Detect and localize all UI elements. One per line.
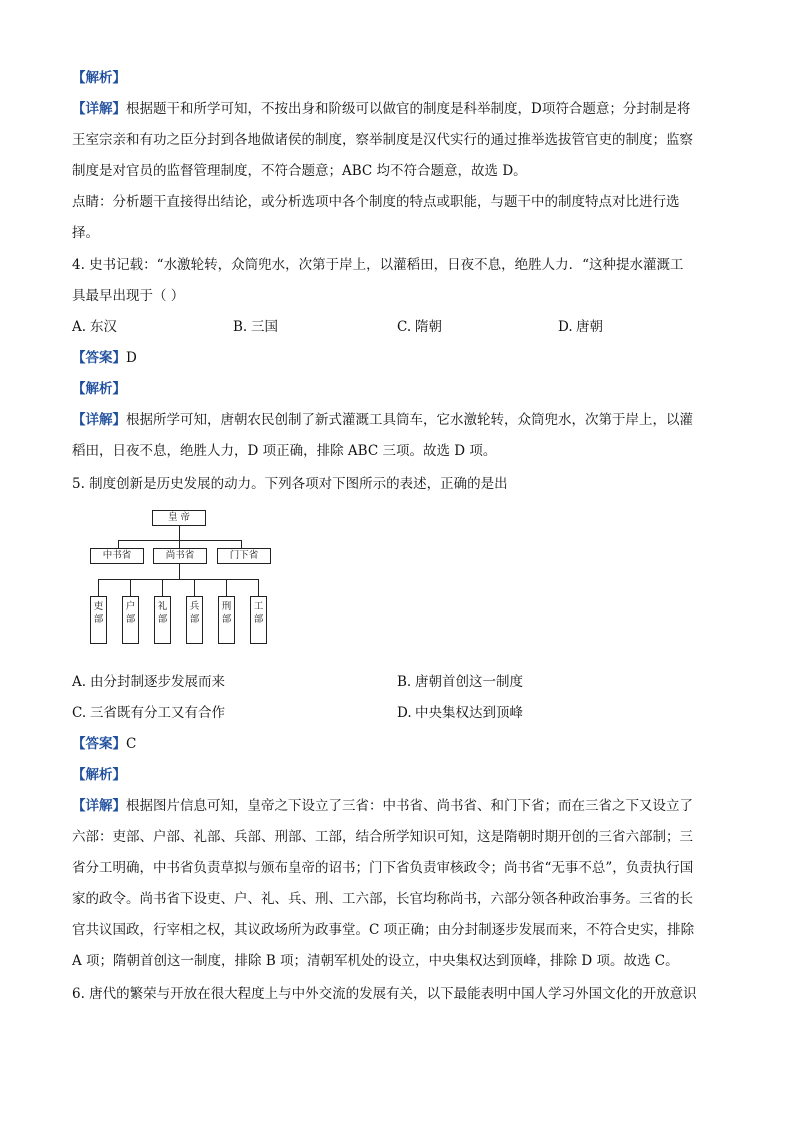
- connector-line: [226, 579, 227, 596]
- zhongshu-box: 中书省: [90, 548, 144, 564]
- answer-tag: 【答案】: [72, 736, 126, 752]
- connector-line: [118, 540, 119, 548]
- q5-detail-line: 官共议国政，行宰相之权，其议政场所为政事堂。C 项正确；由分封制逐步发展而来，不符合史实，排除: [72, 922, 695, 938]
- tip-line: 点睛：分析题干直接得出结论，或分析选项中各个制度的特点或职能，与题干中的制度特点对比进行选: [72, 194, 680, 210]
- q5-option-c: C. 三省既有分工又有合作: [72, 705, 225, 721]
- q5-detail-line: A 项；隋朝首创这一制度，排除 B 项；清朝军机处的设立，中央集权达到顶峰，排除 D 项。故选 C。: [72, 953, 679, 969]
- q4-detail-line: 【详解】根据所学可知，唐朝农民创制了新式灌溉工具筒车，它水激轮转，众筒兜水，次第于岸上，以灌: [72, 412, 693, 428]
- three-departments-six-ministries-diagram: [88, 506, 278, 646]
- q5-option-d: D. 中央集权达到顶峰: [397, 705, 523, 721]
- q5-option-b: B. 唐朝首创这一制度: [397, 674, 523, 690]
- connector-line: [98, 579, 99, 596]
- connector-line: [194, 579, 195, 596]
- connector-line: [130, 579, 131, 596]
- connector-line: [179, 564, 180, 579]
- li-bu-personnel-box: 吏 部: [90, 596, 107, 644]
- q5-detail-line: 家的政令。尚书省下设吏、户、礼、兵、刑、工六部，长官均称尚书，六部分领各种政治事务。三省的长: [72, 891, 693, 907]
- q4-detail-line: 稻田，日夜不息，绝胜人力，D 项正确，排除 ABC 三项。故选 D 项。: [72, 443, 497, 459]
- q5-analysis-tag: 【解析】: [72, 767, 126, 783]
- question-4-stem: 4. 史书记载：“水激轮转，众筒兜水，次第于岸上，以灌稻田，日夜不息，绝胜人力．“这种提水灌溉工: [72, 257, 684, 273]
- shangshu-box: 尚书省: [153, 548, 207, 564]
- detail-tag: 【详解】: [72, 101, 126, 117]
- connector-line: [179, 526, 180, 540]
- q5-detail-line: 省分工明确，中书省负责草拟与颁布皇帝的诏书；门下省负责审核政令；尚书省“无事不总”，负责执行国: [72, 860, 694, 876]
- li-bu-rites-box: 礼 部: [154, 596, 171, 644]
- detail-paragraph-line: 制度是对官员的监督管理制度，不符合题意；ABC 均不符合题意，故选 D。: [72, 163, 527, 179]
- menxia-box: 门下省: [217, 548, 271, 564]
- q5-option-a: A. 由分封制逐步发展而来: [72, 674, 225, 690]
- q4-option-b: B. 三国: [233, 319, 278, 335]
- connector-line: [98, 579, 258, 580]
- detail-tag: 【详解】: [72, 798, 126, 814]
- connector-line: [179, 540, 180, 548]
- q4-option-c: C. 隋朝: [397, 319, 442, 335]
- question-6-stem: 6. 唐代的繁荣与开放在很大程度上与中外交流的发展有关，以下最能表明中国人学习外国文化的开放意识: [72, 986, 697, 1002]
- q5-detail-line: 六部：吏部、户部、礼部、兵部、刑部、工部，结合所学知识可知，这是隋朝时期开创的三省六部制；三: [72, 829, 693, 845]
- q4-option-d: D. 唐朝: [558, 319, 603, 335]
- detail-paragraph-line: 王室宗亲和有功之臣分封到各地做诸侯的制度，察举制度是汉代实行的通过推举选拔管官吏的制度；监察: [72, 132, 693, 148]
- detail-tag: 【详解】: [72, 412, 126, 428]
- question-4-stem: 具最早出现于（ ）: [72, 288, 185, 304]
- bing-bu-box: 兵 部: [186, 596, 203, 644]
- question-5-stem: 5. 制度创新是历史发展的动力。下列各项对下图所示的表述，正确的是出: [72, 476, 508, 492]
- gong-bu-box: 工 部: [250, 596, 267, 644]
- q4-analysis-tag: 【解析】: [72, 381, 126, 397]
- tip-line: 择。: [72, 225, 99, 241]
- q4-answer: 【答案】D: [72, 350, 137, 366]
- connector-line: [241, 540, 242, 548]
- connector-line: [258, 579, 259, 596]
- xing-bu-box: 刑 部: [218, 596, 235, 644]
- emperor-box: 皇 帝: [152, 510, 206, 526]
- q4-option-a: A. 东汉: [72, 319, 117, 335]
- detail-paragraph-line: 【详解】根据题干和所学可知，不按出身和阶级可以做官的制度是科举制度，D项符合题意；分封制是将: [72, 101, 691, 117]
- analysis-tag: 【解析】: [72, 70, 126, 86]
- connector-line: [162, 579, 163, 596]
- q5-detail-line: 【详解】根据图片信息可知，皇帝之下设立了三省：中书省、尚书省、和门下省；而在三省之下又设立了: [72, 798, 693, 814]
- q5-answer: 【答案】C: [72, 736, 137, 752]
- answer-tag: 【答案】: [72, 350, 126, 366]
- hu-bu-box: 户 部: [122, 596, 139, 644]
